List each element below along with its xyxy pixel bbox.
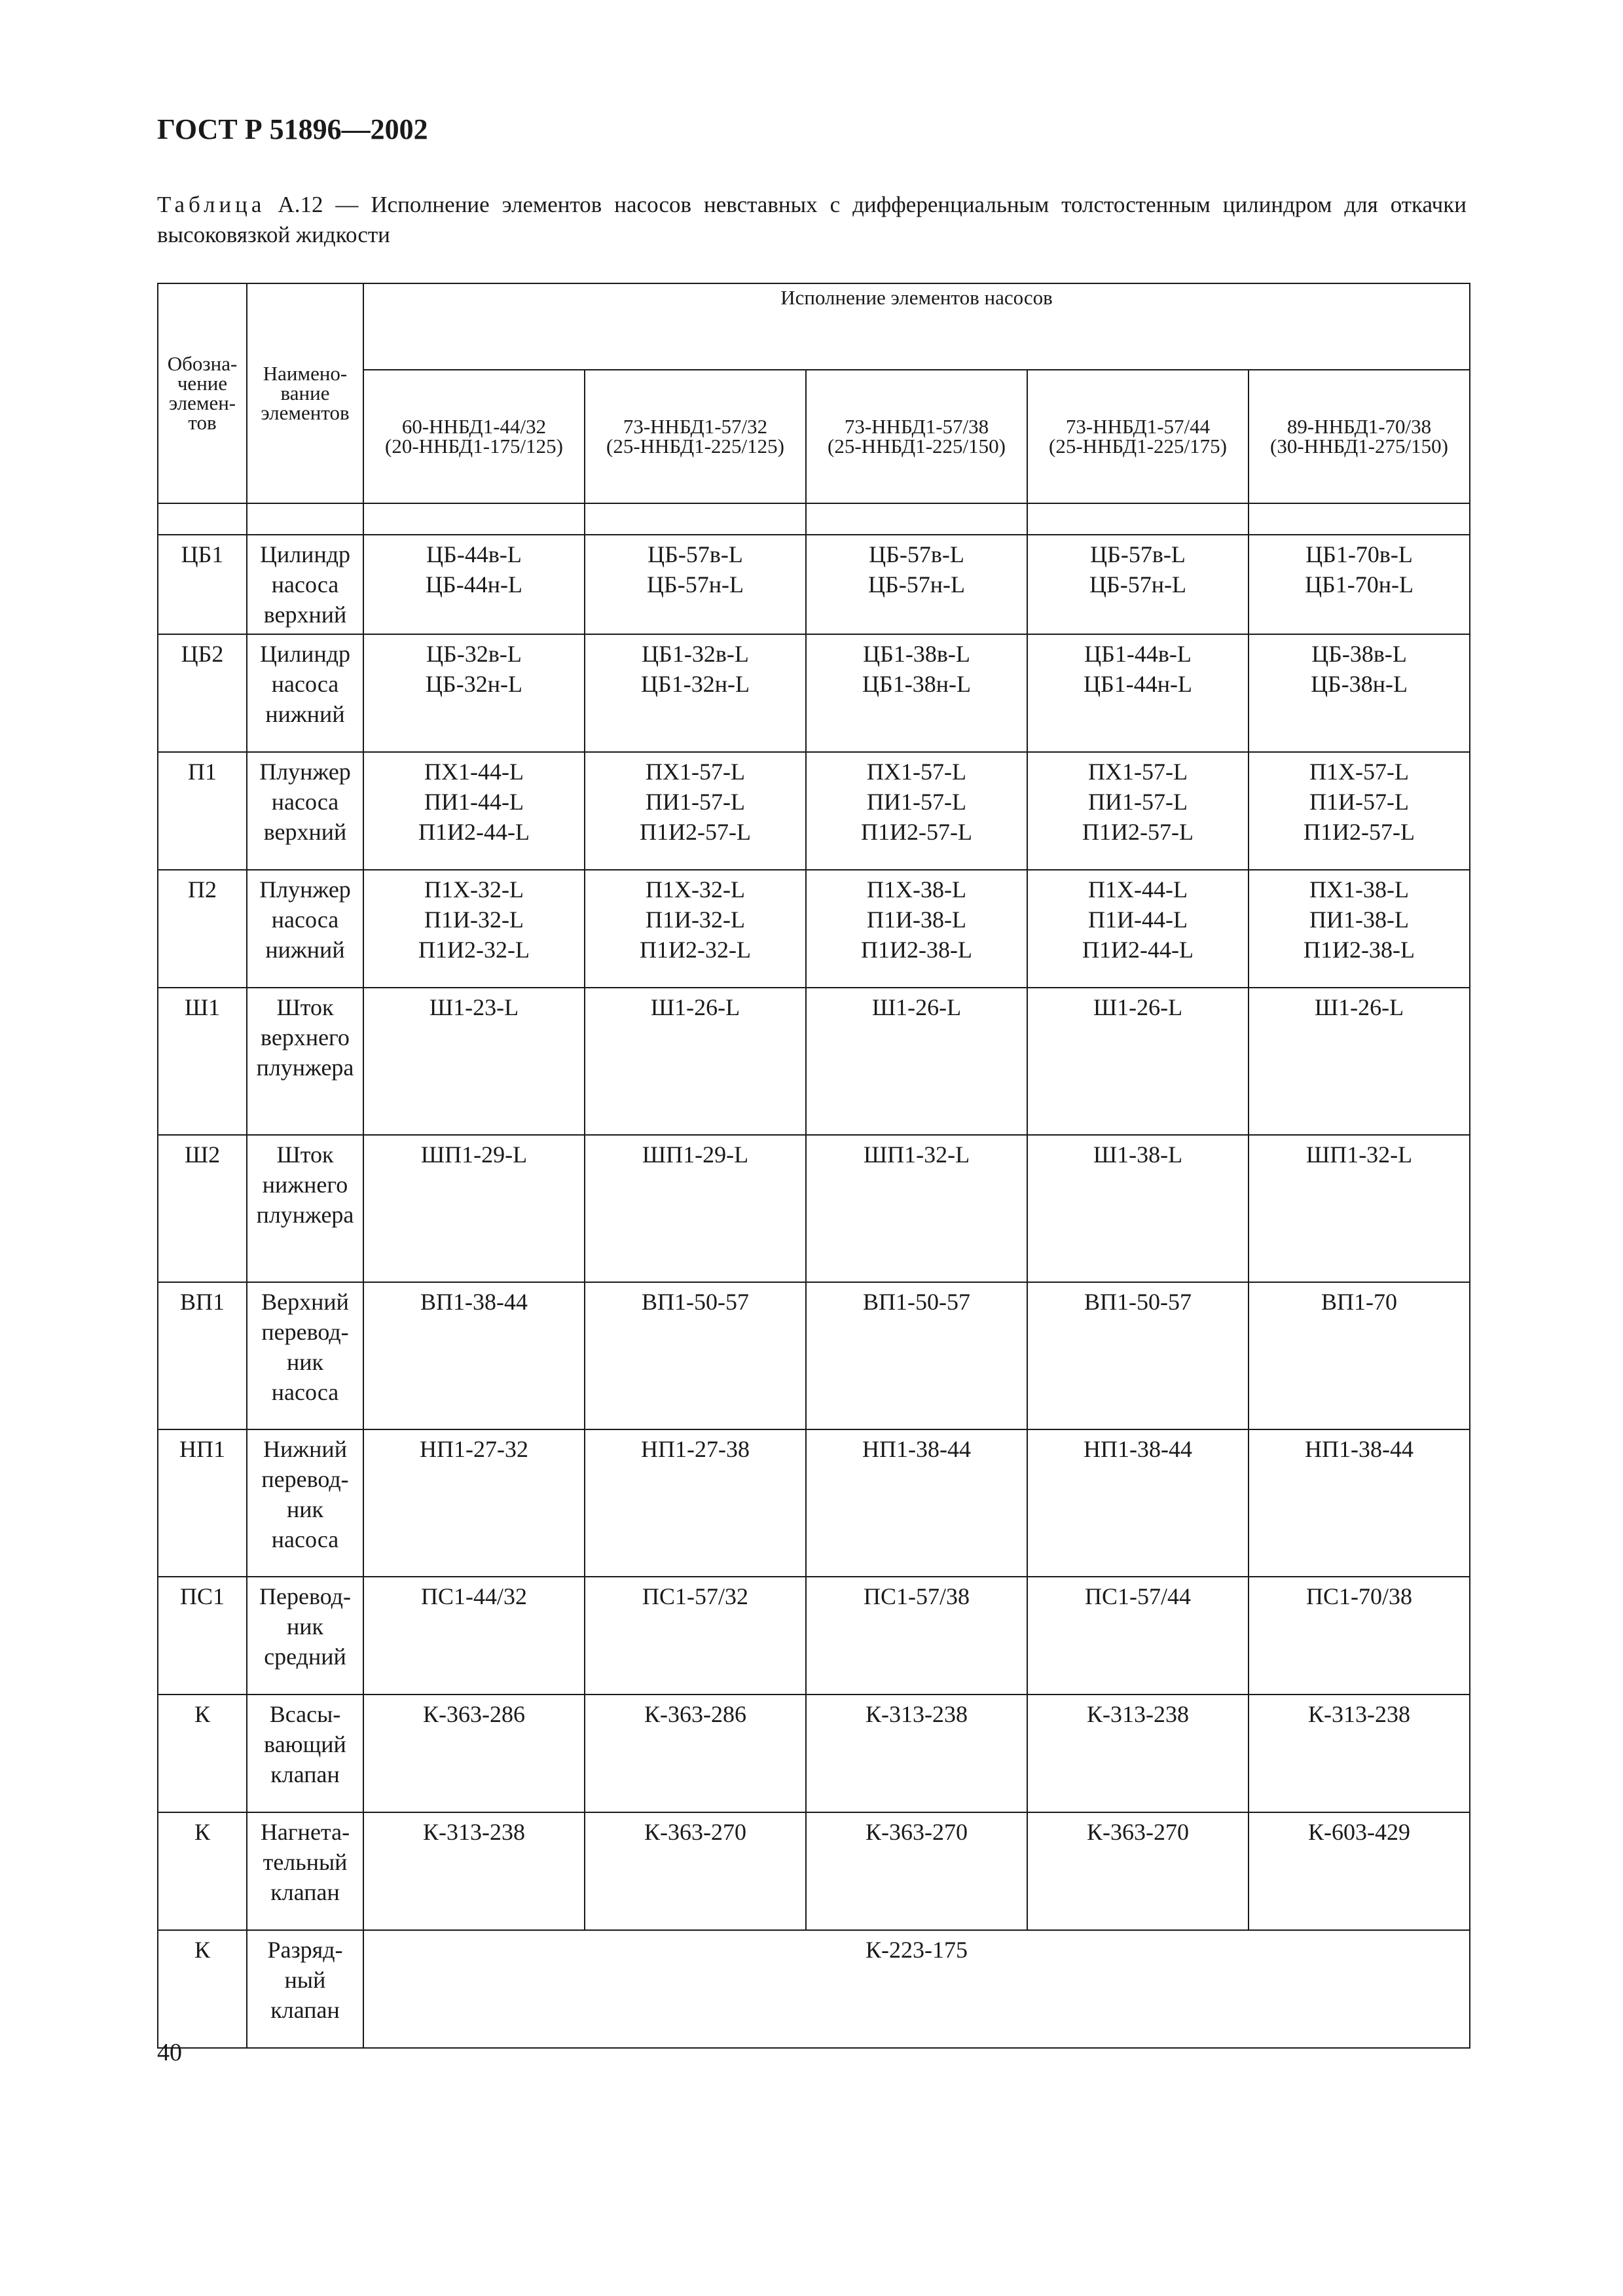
element-name <box>247 752 363 870</box>
cell-line: ПИ1-57-L <box>1088 789 1188 815</box>
element-name-line: Нижний <box>263 1436 347 1462</box>
col-header-group: Исполнение элементов насосов <box>363 283 1470 370</box>
cell-line: ЦБ1-32в-L <box>642 641 749 667</box>
table-cell <box>806 634 1027 752</box>
table-caption <box>157 190 1467 250</box>
element-name-line: средний <box>264 1643 346 1670</box>
element-name-line: перевод- <box>261 1466 349 1492</box>
element-code: К <box>158 1812 247 1930</box>
table-cell <box>585 1812 806 1930</box>
element-code: ПС1 <box>158 1577 247 1695</box>
element-name <box>247 1695 363 1812</box>
cell-line: П1И2-57-L <box>861 819 972 845</box>
gap-cell <box>247 503 363 535</box>
table-cell <box>363 870 585 988</box>
caption-text: А.12 — Исполнение элементов насосов невставных с дифференциальным толстостенным цилиндром для откачки высоковязкой жидкости <box>157 192 1467 247</box>
table-cell <box>1249 1282 1470 1429</box>
element-name-line: насоса <box>271 571 339 598</box>
gap-cell <box>1249 503 1470 535</box>
cell-line: П1И-38-L <box>867 906 966 933</box>
cell-line: ПС1-70/38 <box>1306 1583 1413 1609</box>
element-name-line: Всасы- <box>269 1701 341 1727</box>
cell-line: К-363-286 <box>423 1701 525 1727</box>
table-cell <box>1249 1577 1470 1695</box>
table-cell <box>1027 634 1249 752</box>
cell-line: ЦБ1-32н-L <box>641 671 750 697</box>
model-header <box>585 370 806 503</box>
table-cell <box>363 1812 585 1930</box>
table-cell <box>806 870 1027 988</box>
cell-line: ПИ1-38-L <box>1309 906 1409 933</box>
model-header-line: (25-ННБД1-225/125) <box>606 435 784 457</box>
element-name-line: Нагнета- <box>260 1819 350 1845</box>
cell-line: Ш1-26-L <box>650 994 740 1020</box>
table-cell <box>1027 1695 1249 1812</box>
elements-table <box>157 283 1470 2049</box>
cell-line: К-363-270 <box>1087 1819 1189 1845</box>
element-name-line: Шток <box>276 1141 334 1168</box>
table-cell <box>1249 1695 1470 1812</box>
cell-line: ЦБ1-44в-L <box>1084 641 1192 667</box>
element-code: Ш1 <box>158 988 247 1135</box>
header-gap-row <box>158 503 1470 535</box>
cell-line: НП1-38-44 <box>862 1436 971 1462</box>
cell-line: П1И2-44-L <box>1082 937 1194 963</box>
cell-line: ПС1-44/32 <box>421 1583 527 1609</box>
cell-line: ВП1-50-57 <box>863 1289 970 1315</box>
table-cell <box>1027 1812 1249 1930</box>
cell-line: Ш1-26-L <box>1314 994 1404 1020</box>
cell-line: ПХ1-44-L <box>424 759 524 785</box>
cell-line: ПИ1-44-L <box>424 789 524 815</box>
cell-line: К-313-238 <box>423 1819 525 1845</box>
element-name-line: ник <box>286 1496 324 1522</box>
cell-line: ПХ1-57-L <box>867 759 966 785</box>
cell-line: ЦБ-57н-L <box>1089 571 1186 598</box>
table-cell <box>1027 988 1249 1135</box>
element-code: ВП1 <box>158 1282 247 1429</box>
table-cell <box>1027 535 1249 634</box>
table-row <box>158 752 1470 870</box>
table-cell <box>585 988 806 1135</box>
cell-line: Ш1-26-L <box>1093 994 1183 1020</box>
document-header: ГОСТ Р 51896—2002 <box>157 113 428 145</box>
model-header-line: 73-ННБД1-57/44 <box>1065 415 1211 438</box>
element-code: К <box>158 1930 247 2048</box>
table-cell <box>1027 1429 1249 1577</box>
cell-line: ЦБ-32н-L <box>426 671 522 697</box>
cell-line: ЦБ1-70н-L <box>1305 571 1413 598</box>
table-row <box>158 1577 1470 1695</box>
table-cell <box>806 1282 1027 1429</box>
element-name-line: Цилиндр <box>259 541 351 567</box>
element-name-line: нижнего <box>262 1172 348 1198</box>
element-name-line: Плунжер <box>259 759 351 785</box>
element-code: П1 <box>158 752 247 870</box>
table-cell <box>1249 1812 1470 1930</box>
element-name-line: плунжера <box>256 1202 354 1228</box>
cell-line: ЦБ-57в-L <box>869 541 964 567</box>
table-cell <box>363 1429 585 1577</box>
cell-line: Ш1-23-L <box>429 994 519 1020</box>
table-cell <box>585 752 806 870</box>
table-cell <box>363 1577 585 1695</box>
cell-line: ЦБ1-38н-L <box>862 671 971 697</box>
table-cell <box>1249 870 1470 988</box>
cell-line: П1Х-57-L <box>1309 759 1409 785</box>
table-cell <box>363 1135 585 1282</box>
table-row <box>158 1812 1470 1930</box>
table-row <box>158 1282 1470 1429</box>
element-code: НП1 <box>158 1429 247 1577</box>
element-name <box>247 1930 363 2048</box>
table-row <box>158 1695 1470 1812</box>
cell-line: ЦБ1-38в-L <box>863 641 970 667</box>
cell-line: Ш1-38-L <box>1093 1141 1183 1168</box>
cell-line: К-313-238 <box>1308 1701 1411 1727</box>
cell-line: ШП1-29-L <box>420 1141 528 1168</box>
col-header-name: Наимено-вание элементов <box>247 283 363 503</box>
element-code: ЦБ1 <box>158 535 247 634</box>
model-header-line: 73-ННБД1-57/32 <box>623 415 768 438</box>
cell-line: П1Х-32-L <box>646 876 745 903</box>
table-cell <box>363 1282 585 1429</box>
element-name-line: верхний <box>263 601 347 628</box>
cell-line: НП1-27-38 <box>641 1436 750 1462</box>
cell-line: Ш1-26-L <box>871 994 962 1020</box>
table-cell <box>806 1695 1027 1812</box>
gap-cell <box>158 503 247 535</box>
element-name-line: клапан <box>270 1879 340 1905</box>
model-header-line: (25-ННБД1-225/150) <box>828 435 1006 457</box>
table-cell <box>1027 1282 1249 1429</box>
table-cell <box>585 1135 806 1282</box>
table-cell <box>363 634 585 752</box>
element-name-line: перевод- <box>261 1319 349 1345</box>
element-name <box>247 1135 363 1282</box>
cell-line: ЦБ-57н-L <box>868 571 965 598</box>
table-cell <box>1249 535 1470 634</box>
gap-cell <box>1027 503 1249 535</box>
table-cell <box>806 1577 1027 1695</box>
cell-line: К-313-238 <box>866 1701 968 1727</box>
model-header-line: (25-ННБД1-225/175) <box>1049 435 1227 457</box>
cell-line: ВП1-70 <box>1321 1289 1398 1315</box>
table-row <box>158 634 1470 752</box>
cell-line: ПС1-57/44 <box>1085 1583 1191 1609</box>
cell-line: ШП1-32-L <box>863 1141 970 1168</box>
cell-line: ЦБ-38в-L <box>1311 641 1407 667</box>
cell-line: П1И-32-L <box>646 906 745 933</box>
element-name-line: насоса <box>271 671 339 697</box>
cell-line: П1И2-57-L <box>1304 819 1415 845</box>
model-header-line: (30-ННБД1-275/150) <box>1270 435 1448 457</box>
model-header <box>1027 370 1249 503</box>
cell-line: П1Х-38-L <box>867 876 966 903</box>
cell-line: К-363-286 <box>644 1701 746 1727</box>
cell-line: ПИ1-57-L <box>646 789 745 815</box>
element-name-line: Плунжер <box>259 876 351 903</box>
table-cell <box>1249 1135 1470 1282</box>
table-cell <box>363 752 585 870</box>
table-cell <box>1249 1429 1470 1577</box>
gap-cell <box>806 503 1027 535</box>
table-cell <box>806 752 1027 870</box>
cell-line: ПС1-57/38 <box>864 1583 970 1609</box>
cell-line: ПС1-57/32 <box>642 1583 748 1609</box>
table-cell <box>585 1282 806 1429</box>
table-cell <box>1027 752 1249 870</box>
cell-line: ШП1-32-L <box>1305 1141 1413 1168</box>
cell-line: ПХ1-57-L <box>1088 759 1188 785</box>
cell-line: НП1-27-32 <box>420 1436 528 1462</box>
cell-line: К-363-270 <box>644 1819 746 1845</box>
cell-line: ВП1-50-57 <box>642 1289 749 1315</box>
cell-line: К-603-429 <box>1308 1819 1411 1845</box>
table-cell <box>806 535 1027 634</box>
element-name-line: Перевод- <box>259 1583 351 1609</box>
cell-line: ПХ1-57-L <box>646 759 745 785</box>
element-name-line: вающий <box>264 1731 346 1757</box>
element-code: К <box>158 1695 247 1812</box>
model-header <box>363 370 585 503</box>
element-name <box>247 634 363 752</box>
cell-line: ЦБ-44н-L <box>426 571 522 598</box>
cell-line: НП1-38-44 <box>1305 1436 1413 1462</box>
cell-line: П1И2-57-L <box>640 819 751 845</box>
cell-line: ПИ1-57-L <box>867 789 966 815</box>
gap-cell <box>585 503 806 535</box>
element-name-line: верхнего <box>261 1024 350 1050</box>
element-name-line: клапан <box>270 1761 340 1787</box>
cell-line: ВП1-38-44 <box>420 1289 528 1315</box>
cell-line: П1И-32-L <box>424 906 524 933</box>
cell-line: П1И2-32-L <box>640 937 751 963</box>
element-name-line: Разряд- <box>267 1937 343 1963</box>
element-code: ЦБ2 <box>158 634 247 752</box>
cell-line: ЦБ-44в-L <box>426 541 522 567</box>
element-name-line: плунжера <box>256 1054 354 1081</box>
element-name <box>247 1282 363 1429</box>
element-name-line: клапан <box>270 1997 340 2023</box>
element-name <box>247 1577 363 1695</box>
table-cell <box>806 988 1027 1135</box>
table-cell <box>1027 870 1249 988</box>
element-name-line: ник <box>286 1349 324 1375</box>
element-name <box>247 1812 363 1930</box>
table-cell <box>1249 752 1470 870</box>
cell-line: ЦБ1-70в-L <box>1305 541 1413 567</box>
table-cell <box>363 535 585 634</box>
element-name-line: Шток <box>276 994 334 1020</box>
table-row <box>158 1135 1470 1282</box>
element-name-line: нижний <box>265 701 345 727</box>
table-cell <box>806 1812 1027 1930</box>
table-cell <box>1249 634 1470 752</box>
table-cell <box>1027 1135 1249 1282</box>
element-name <box>247 1429 363 1577</box>
table-cell <box>1027 1577 1249 1695</box>
cell-line: П1И2-38-L <box>861 937 972 963</box>
cell-line: П1И-44-L <box>1088 906 1188 933</box>
table-row <box>158 1930 1470 2048</box>
element-name-line: верхний <box>263 819 347 845</box>
table-cell <box>806 1429 1027 1577</box>
table-cell <box>585 535 806 634</box>
cell-line: ЦБ-57н-L <box>647 571 744 598</box>
cell-line: П1И2-57-L <box>1082 819 1194 845</box>
cell-line: К-363-270 <box>866 1819 968 1845</box>
element-name-line: Цилиндр <box>259 641 351 667</box>
element-name-line: нижний <box>265 937 345 963</box>
table-cell <box>806 1135 1027 1282</box>
col-header-code: Обозна-чение элемен-тов <box>158 283 247 503</box>
cell-line: ВП1-50-57 <box>1084 1289 1192 1315</box>
element-name <box>247 988 363 1135</box>
model-header-line: 89-ННБД1-70/38 <box>1286 415 1432 438</box>
element-name-line: ный <box>284 1967 326 1993</box>
cell-line: ЦБ-57в-L <box>1090 541 1186 567</box>
element-code: Ш2 <box>158 1135 247 1282</box>
cell-line: ПХ1-38-L <box>1309 876 1409 903</box>
table-cell <box>585 1695 806 1812</box>
cell-line: ЦБ1-44н-L <box>1084 671 1192 697</box>
model-header <box>1249 370 1470 503</box>
model-header-line: (20-ННБД1-175/125) <box>385 435 563 457</box>
element-name-line: насоса <box>271 1379 339 1405</box>
model-header-line: 60-ННБД1-44/32 <box>401 415 547 438</box>
table-cell <box>585 1429 806 1577</box>
cell-line: П1Х-44-L <box>1088 876 1188 903</box>
table-cell <box>363 1695 585 1812</box>
element-name-line: насоса <box>271 1526 339 1552</box>
table-row <box>158 870 1470 988</box>
table-cell <box>363 988 585 1135</box>
gap-cell <box>363 503 585 535</box>
table-row <box>158 1429 1470 1577</box>
table-cell <box>1249 988 1470 1135</box>
element-name-line: насоса <box>271 906 339 933</box>
model-header-line: 73-ННБД1-57/38 <box>844 415 989 438</box>
page-number: 40 <box>157 2039 182 2066</box>
element-name-line: Верхний <box>261 1289 349 1315</box>
cell-line: П1И-57-L <box>1309 789 1409 815</box>
cell-line: П1И2-38-L <box>1304 937 1415 963</box>
cell-line: ШП1-29-L <box>642 1141 749 1168</box>
cell-line: НП1-38-44 <box>1084 1436 1192 1462</box>
spanned-cell: К-223-175 <box>363 1930 1470 2048</box>
caption-label: Таблица <box>157 192 266 217</box>
element-name-line: ник <box>286 1613 324 1640</box>
cell-line: ЦБ-57в-L <box>647 541 743 567</box>
element-name <box>247 535 363 634</box>
table-cell <box>585 1577 806 1695</box>
element-name-line: тельный <box>263 1849 348 1875</box>
cell-line: ЦБ-32в-L <box>426 641 522 667</box>
cell-line: ЦБ-38н-L <box>1311 671 1408 697</box>
cell-line: К-313-238 <box>1087 1701 1189 1727</box>
cell-line: П1И2-44-L <box>418 819 530 845</box>
table-row <box>158 535 1470 634</box>
element-name-line: насоса <box>271 789 339 815</box>
cell-line: П1И2-32-L <box>418 937 530 963</box>
element-code: П2 <box>158 870 247 988</box>
table-cell <box>585 634 806 752</box>
table-row <box>158 988 1470 1135</box>
model-header <box>806 370 1027 503</box>
table-cell <box>585 870 806 988</box>
element-name <box>247 870 363 988</box>
cell-line: П1Х-32-L <box>424 876 524 903</box>
